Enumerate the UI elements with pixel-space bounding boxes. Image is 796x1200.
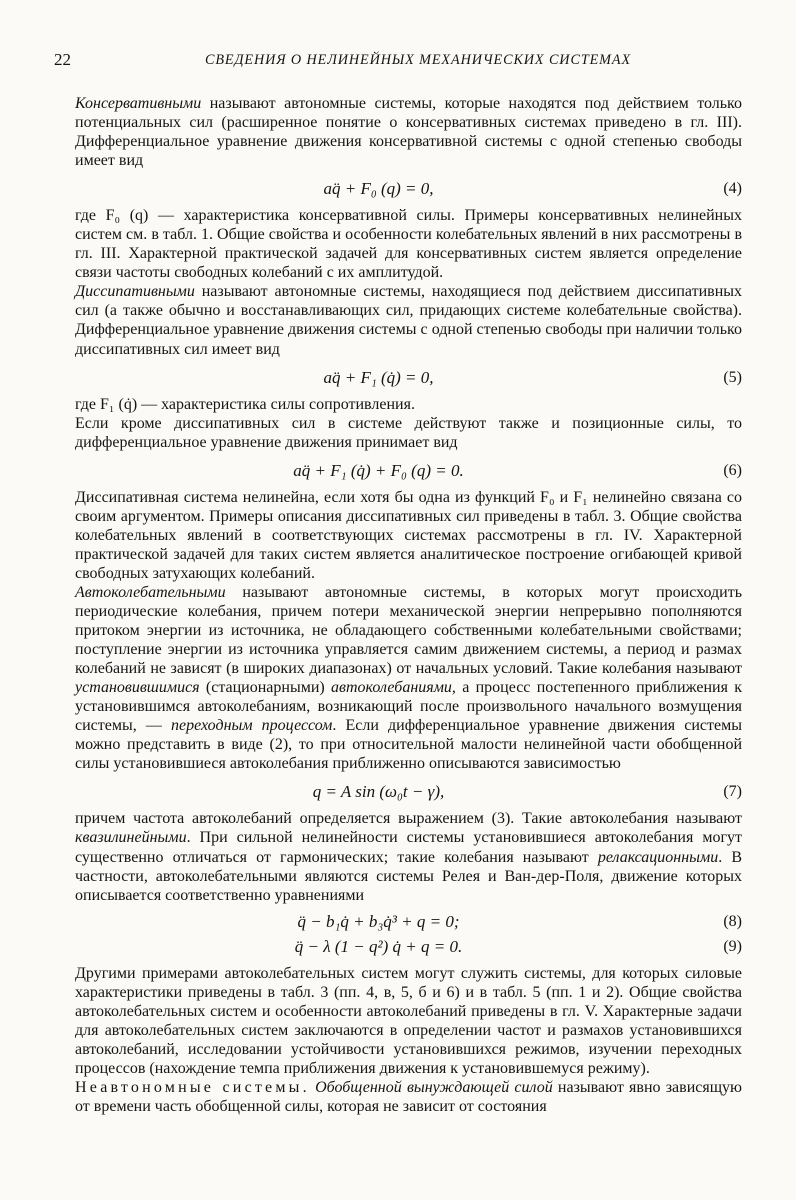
paragraph-text: Другими примерами автоколебательных систем могут служить системы, для которых силовые характеристики приведены в табл. 3 (пп. 4, в, 5, б и 6) и в табл. 5 (пп. 1 и 2). Общие свойства автоколебательных систем и особенности автоколебаний приведены в гл. V. Характерные задачи для автоколебательных систем заключаются в определении частот и размахов установившихся автоколебаний, исследовании устойчивости установившихся режимов, изучении переходных процессов (нахождение темпа приближения движения к установившемуся режиму). (75, 964, 742, 1077)
paragraph-resistance (75, 395, 742, 414)
paragraph-text: где F₀ (q) — характеристика консервативной силы. Примеры консервативных нелинейных систем см. в табл. 1. Общие свойства и особенности колебательных явлений в них рассмотрены в гл. III. Характерной практической задачей для консервативных систем является определение связи частоты свободных колебаний с их амплитудой. (75, 207, 742, 282)
equation-4 (75, 178, 742, 200)
paragraph-nonautonomous (75, 1078, 742, 1116)
equation-5 (75, 367, 742, 389)
term-self-oscillations: автоколебаниями (331, 679, 452, 697)
term-transient: переходным процессом (170, 717, 333, 735)
paragraph-text: Если кроме диссипативных сил в системе действуют также и позиционные силы, то дифференциальное уравнение движения принимает вид (75, 414, 742, 451)
equation-formula: q̈ − λ (1 − q²) q̇ + q = 0. (294, 936, 463, 956)
paragraph-text: , а процесс постепенного приближения к установившимся автоколебаниям, возникающий после произвольного начального возмущения системы, — (75, 679, 743, 735)
paragraph-text: называют автономные системы, которые находятся под действием только потенциальных сил (расширенное понятие о консервативных системах приведено в гл. III). Дифференциальное уравнение движения консервативной системы с одной степенью свободы имеет вид (75, 95, 742, 170)
page-number: 22 (54, 50, 71, 69)
paragraph-conservative (75, 94, 742, 170)
term-quasilinear: квазилинейными (75, 829, 187, 847)
paragraph-positional (75, 414, 742, 452)
equation-formula: aq̈ + F₀ (q) = 0, (323, 179, 434, 199)
equation-number: (6) (723, 461, 742, 479)
paragraph-conservative-details (75, 206, 742, 282)
equation-8 (75, 911, 742, 933)
paragraph-text: называют явно зависящую от времени часть обобщенной силы, которая не зависит от состояния (75, 1078, 743, 1115)
paragraph-text: . В частности, автоколебательными являются системы Релея и Ван-дер-Поля, движение которых описывается соответственно уравнениями (75, 848, 742, 904)
paragraph-quasilinear (75, 809, 742, 904)
paragraph-text: называют автономные системы, в которых могут происходить периодические колебания, причем потери механической энергии непрерывно пополняются притоком энергии из источника, не обладающего собственными колебательными свойствами; поступление энергии из источника управляется самим движением системы, а период и размах колебаний не зависят (в широких диапазонах) от начальных условий. Такие колебания называют (75, 583, 742, 678)
term-self-oscillating: Автоколебательными (75, 583, 226, 601)
paragraph-text: . Если дифференциальное уравнение движения системы можно представить в виде (2), то при относительной малости нелинейной части обобщенной силы установившиеся автоколебания приближенно описываются зависимостью (75, 717, 742, 773)
equation-formula: aq̈ + F₁ (q̇) + F₀ (q) = 0. (293, 460, 464, 480)
paragraph-text: Диссипативная система нелинейна, если хотя бы одна из функций F₀ и F₁ нелинейно связана со своим аргументом. Примеры описания диссипативных сил приведены в табл. 3. Общие свойства колебательных явлений в соответствующих системах рассмотрены в гл. IV. Характерной практической задачей для таких систем является аналитическое построение огибающей кривой свободных затухающих колебаний. (75, 488, 742, 582)
page-body (75, 94, 742, 1116)
equation-number: (9) (723, 937, 742, 955)
paragraph-dissipative-nonlinear (75, 488, 742, 583)
equation-number: (7) (723, 783, 742, 801)
running-title: СВЕДЕНИЯ О НЕЛИНЕЙНЫХ МЕХАНИЧЕСКИХ СИСТЕМАХ (204, 52, 632, 68)
equation-formula: q̈ − b₁q̇ + b₃q̇³ + q = 0; (297, 911, 460, 931)
term-conservative: Консервативными (75, 95, 202, 112)
equation-7 (75, 781, 742, 803)
equation-6 (75, 460, 742, 482)
equation-formula: q = A sin (ω₀t − γ), (312, 782, 445, 802)
equation-9 (75, 936, 742, 958)
equation-group (75, 911, 742, 958)
paragraph-examples (75, 964, 742, 1078)
equation-formula: aq̈ + F₁ (q̇) = 0, (323, 367, 434, 387)
paragraph-text: (стационарными) (199, 679, 332, 697)
paragraph-text: где F₁ (q̇) — характеристика силы сопротивления. (75, 395, 415, 413)
term-relaxation: релаксационными (597, 848, 719, 866)
equation-number: (8) (723, 912, 742, 930)
term-dissipative: Диссипативными (75, 283, 195, 301)
paragraph-self-oscillating (75, 583, 742, 773)
term-steady: установившимися (75, 679, 200, 697)
page-header (54, 50, 742, 72)
paragraph-text: причем частота автоколебаний определяется выражением (3). Такие автоколебания называют (75, 810, 742, 828)
paragraph-text: . При сильной нелинейности системы установившиеся автоколебания могут существенно отличаться от гармонических; такие колебания называют (75, 829, 742, 866)
equation-number: (5) (723, 368, 742, 386)
paragraph-dissipative (75, 282, 742, 358)
equation-number: (4) (723, 180, 742, 198)
paragraph-text: называют автономные системы, находящиеся под действием диссипативных сил (а также обычно и восстанавливающих сил, придающих системе колебательные свойства). Дифференциальное уравнение движения системы с одной степенью свободы при наличии только диссипативных сил имеет вид (75, 283, 742, 358)
section-heading-spaced: Неавтономные системы. (75, 1078, 310, 1096)
term-forcing: Обобщенной вынуждающей силой (315, 1078, 553, 1096)
